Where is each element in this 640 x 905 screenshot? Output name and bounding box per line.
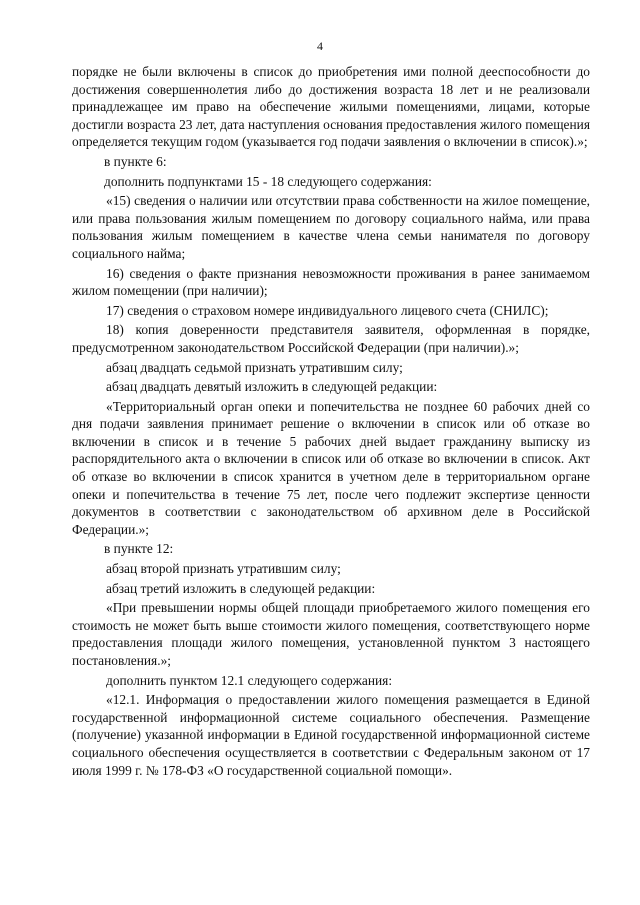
paragraph-subclause-16: 16) сведения о факте признания невозможности проживания в ранее занимаемом жилом помещении (при наличии); [72,265,590,299]
paragraph-territorial-organ: «Территориальный орган опеки и попечительства не позднее 60 рабочих дней со дня подачи заявления принимает решение о включении в список или об отказе во включении в список и в течение 5 рабочих дней выдает гражданину выписку из распорядительного акта о включении в список или об отказе во включении в список. Акт об отказе во включении в список хранится в учетном деле в территориальном органе опеки и попечительства в течение 75 лет, после чего подлежит экспертизе ценности документов в соответствии с законодательством об архивном деле в Российской Федерации.»; [72,398,590,537]
paragraph-area-norm: «При превышении нормы общей площади приобретаемого жилого помещения его стоимость не может быть выше стоимости жилого помещения, соответствующего норме предоставления площади жилого помещения, установленной пунктом 3 настоящего постановления.»; [72,600,590,668]
paragraph-abzac-2: абзац второй признать утратившим силу; [106,561,341,577]
page-number: 4 [317,39,323,53]
paragraph-add-clause-12-1: дополнить пунктом 12.1 следующего содержания: [106,672,393,688]
paragraph-abzac-3: абзац третий изложить в следующей редакции: [106,580,376,596]
paragraph-continuation: порядке не были включены в список до приобретения ими полной дееспособности до достижения совершеннолетия либо до достижения возраста 18 лет и не реализовали принадлежащее им право на обеспечение жилыми помещениями, лицами, которые достигли возраста 23 лет, дата наступления основания предоставления жилого помещения определяется текущим годом (указывается год подачи заявления о включении в список).»; [72,64,590,150]
paragraph-in-clause-12: в пункте 12: [104,541,174,557]
paragraph-subclause-18: 18) копия доверенности представителя заявителя, оформленная в порядке, предусмотренном законодательством Российской Федерации (при наличии).»; [72,322,590,355]
paragraph-subclause-17: 17) сведения о страховом номере индивидуального лицевого счета (СНИЛС); [106,302,549,318]
paragraph-subclause-15: «15) сведения о наличии или отсутствии права собственности на жилое помещение, или права пользования жилым помещением по договору социального найма, или права пользования жилым помещением в качестве члена семьи нанимателя по договору социального найма; [72,193,590,261]
paragraph-add-subclauses: дополнить подпунктами 15 - 18 следующего содержания: [104,173,432,189]
paragraph-abzac-27: абзац двадцать седьмой признать утратившим силу; [106,359,403,375]
paragraph-clause-12-1: «12.1. Информация о предоставлении жилого помещения размещается в Единой государственной информационной системе социального обеспечения. Размещение (получение) указанной информации в Единой государственной информационной системе социального обеспечения осуществляется в соответствии с Федеральным законом от 17 июля 1999 г. № 178-ФЗ «О государственной социальной помощи». [72,692,590,778]
paragraph-abzac-29: абзац двадцать девятый изложить в следующей редакции: [106,379,438,395]
paragraph-in-clause-6: в пункте 6: [104,153,167,169]
document-body [72,63,590,781]
